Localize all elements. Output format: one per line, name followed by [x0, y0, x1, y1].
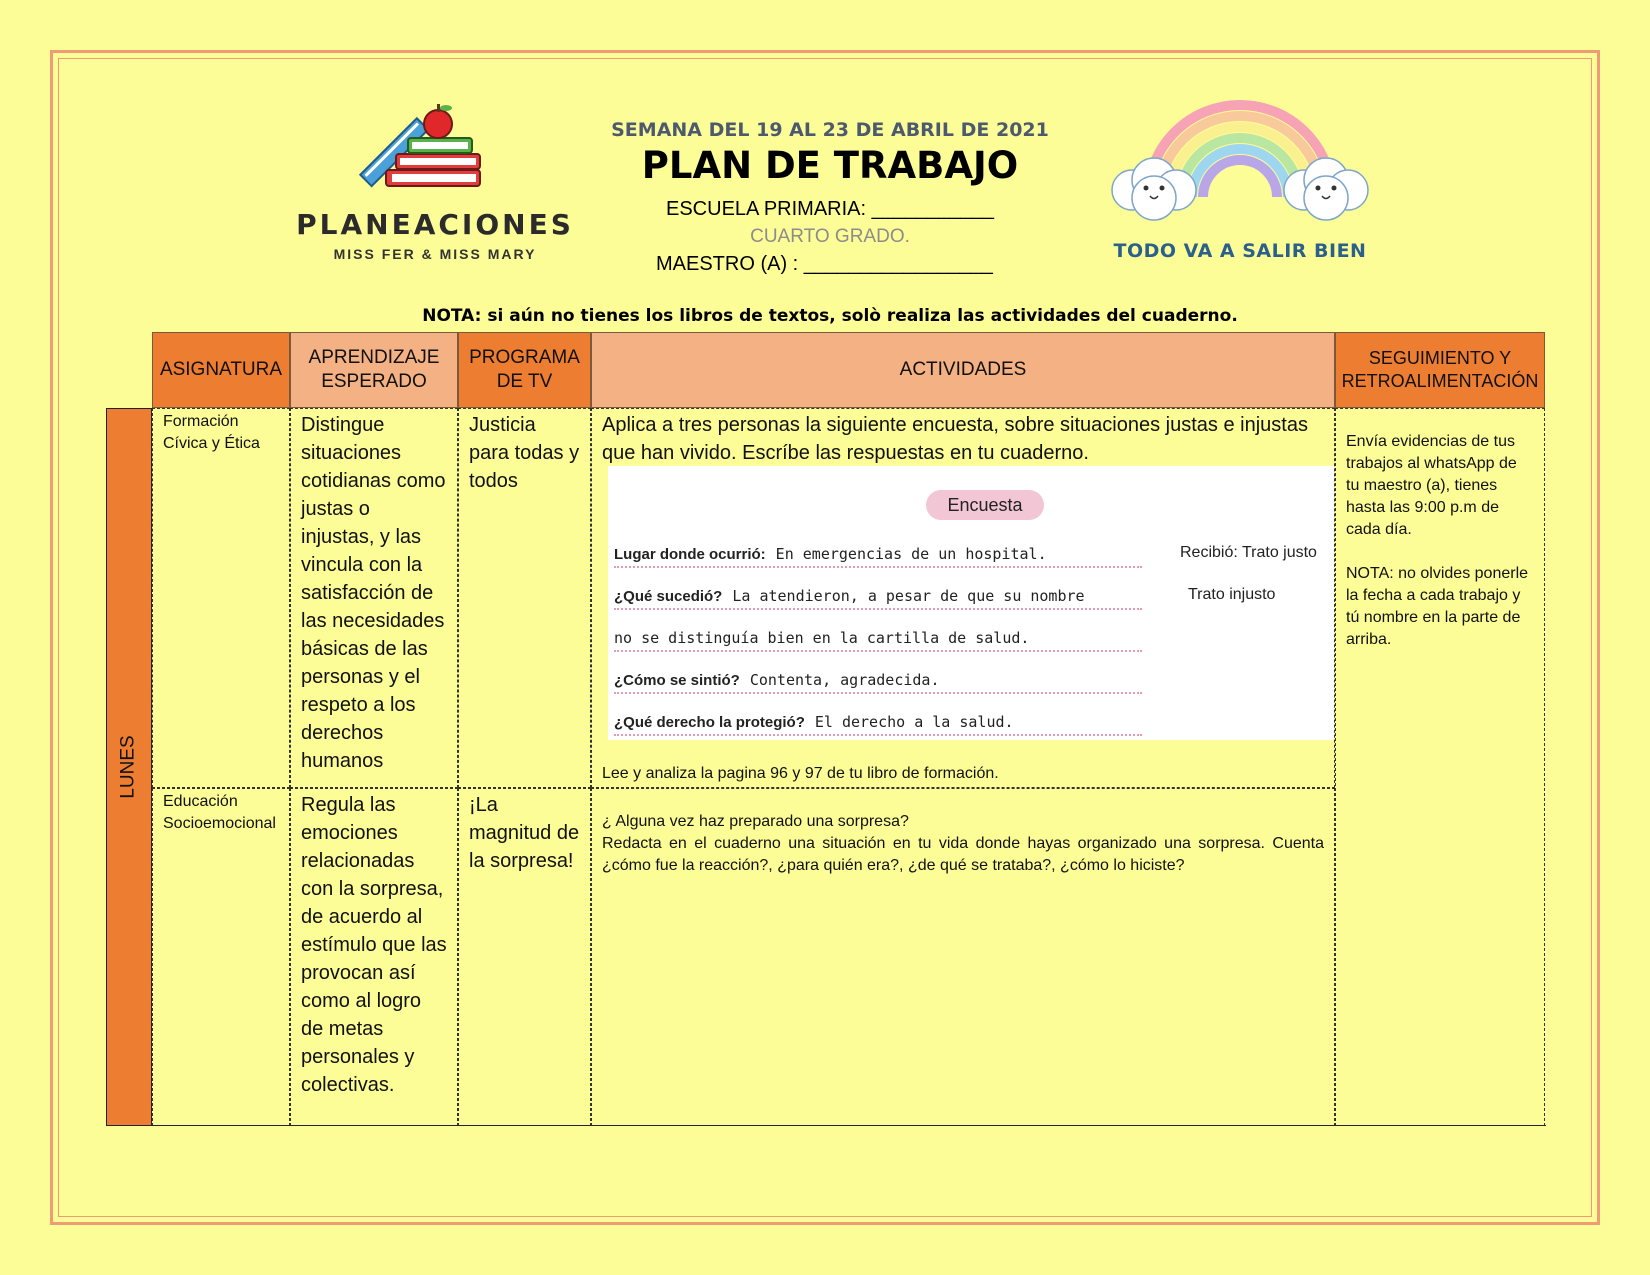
survey-question: ¿Qué derecho la protegió?: [614, 714, 805, 731]
day-label: LUNES: [118, 735, 140, 799]
header-followup: SEGUIMIENTO Y RETROALIMENTACIÓN: [1335, 332, 1545, 408]
logo-subtitle: MISS FER & MISS MARY: [333, 246, 537, 262]
rainbow-caption: TODO VA A SALIR BIEN: [1113, 240, 1367, 262]
header-program: PROGRAMA DE TV: [458, 332, 591, 408]
row1-program: Justicia para todas y todos: [458, 408, 591, 788]
books-apple-icon: [350, 100, 510, 200]
survey-row: [614, 624, 1142, 652]
survey-image: [608, 466, 1334, 740]
table-bottom-border: [106, 1125, 1546, 1126]
row2-activity-question: ¿ Alguna vez haz preparado una sorpresa?: [602, 813, 909, 830]
survey-row: [614, 582, 1142, 610]
row2-activity-text: Redacta en el cuaderno una situación en tu vida donde hayas organizado una sorpresa. Cuenta ¿cómo fue la reacción?, ¿para quién era?, ¿de qué se trataba?, ¿cómo lo hiciste?: [602, 835, 1324, 874]
survey-row: [614, 540, 1142, 568]
survey-row: [614, 666, 1142, 694]
header-activities: ACTIVIDADES: [591, 332, 1335, 408]
survey-question: ¿Qué sucedió?: [614, 588, 723, 605]
survey-unfair-label: Trato injusto: [1188, 586, 1276, 603]
note-text: NOTA: si aún no tienes los libros de textos, solò realiza las actividades del cuaderno.: [422, 306, 1238, 326]
followup-note: NOTA: no olvides ponerle la fecha a cada trabajo y tú nombre en la parte de arriba.: [1346, 565, 1529, 648]
survey-answer: El derecho a la salud.: [814, 713, 1014, 731]
page-title: PLAN DE TRABAJO: [641, 144, 1019, 187]
rainbow-icon: [1110, 92, 1370, 232]
survey-answer: Contenta, agradecida.: [749, 671, 940, 689]
school-field: ESCUELA PRIMARIA: ___________: [666, 198, 994, 220]
row2-subject: Educación Socioemocional: [152, 788, 290, 1126]
survey-answer: La atendieron, a pesar de que su nombre: [732, 587, 1085, 605]
followup-cell: [1335, 408, 1545, 1126]
row1-activity-footer: Lee y analiza la pagina 96 y 97 de tu libro de formación.: [602, 765, 999, 782]
followup-text: Envía evidencias de tus trabajos al whatsApp de tu maestro (a), tienes hasta las 9:00 p.m de cada día.: [1346, 433, 1517, 538]
survey-row: [614, 708, 1142, 736]
grade-label: CUARTO GRADO.: [750, 226, 910, 247]
day-column: [106, 408, 152, 1126]
survey-question: ¿Cómo se sintió?: [614, 672, 740, 689]
rainbow-arc: [1203, 160, 1277, 197]
row1-learning: Distingue situaciones cotidianas como justas o injustas, y las vincula con la satisfacción de las necesidades básicas de las personas y el respeto a los derechos humanos: [290, 408, 458, 788]
survey-answer: En emergencias de un hospital.: [775, 545, 1047, 563]
survey-fair-label: Recibió: Trato justo: [1180, 544, 1317, 561]
row2-learning: Regula las emociones relacionadas con la sorpresa, de acuerdo al estímulo que las provocan así como al logro de metas personales y colectivas.: [290, 788, 458, 1126]
row1-subject: Formación Cívica y Ética: [152, 408, 290, 788]
survey-answer: no se distinguía bien en la cartilla de salud.: [614, 629, 1030, 647]
row2-program: ¡La magnitud de la sorpresa!: [458, 788, 591, 1126]
header-learning: APRENDIZAJE ESPERADO: [290, 332, 458, 408]
survey-title: Encuesta: [926, 490, 1044, 520]
row1-activity-text: Aplica a tres personas la siguiente encuesta, sobre situaciones justas e injustas que han vivido. Escríbe las respuestas en tu cuaderno.: [602, 414, 1308, 464]
teacher-field: MAESTRO (A) : _________________: [656, 253, 993, 275]
header-subject: ASIGNATURA: [152, 332, 290, 408]
logo-title: PLANEACIONES: [296, 208, 574, 241]
survey-question: Lugar donde ocurrió:: [614, 546, 766, 563]
week-range: SEMANA DEL 19 AL 23 DE ABRIL DE 2021: [611, 119, 1049, 141]
row2-activities: [591, 788, 1335, 1126]
planeaciones-logo: [290, 100, 580, 270]
rainbow-logo: [1110, 92, 1370, 272]
